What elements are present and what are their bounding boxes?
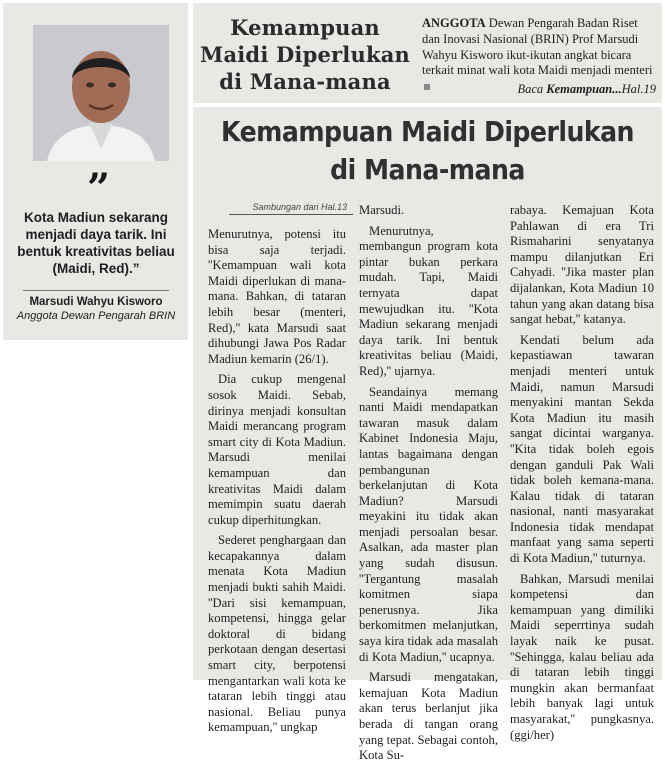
quote-mark-icon: ” [87,165,111,212]
paragraph: Marsudi mengatakan, kemajuan Kota Madiun akan terus berlanjut jika berada di tangan orang yang tepat. Sebagai contoh, Kota Su- [359,670,498,763]
paragraph: Bahkan, Marsudi menilai kompetensi dan kemampuan yang dimiliki Maidi seperrtinya sudah layak naik ke pusat. ''Sehingga, kalau beliau ada di tataran lebih tinggi mungkin akan bermanfaat lebih banyak lagi untuk masyarakat,'' pungkasnya. (ggi/her) [510,571,654,742]
paragraph: Sederet penghargaan dan kecapakannya dalam menata Kota Madiun menjadi bukti sahih Maidi. ''Dari sisi kemampuan, kompetensi, hingga gelar doktoral di bidang perkotaan dengan desertasi smart city, berpotensi mengantarkan wali kota ke tataran lebih tinggi atau nasional. Beliau punya kemampuan,'' ungkap [208,533,346,735]
teaser-title: Kemampuan Maidi Diperlukan di Mana-mana [200,15,410,94]
pull-quote: Kota Madiun sekarang menjadi daya tarik. Ini bentuk kreativitas beliau (Maidi, Red).” [17,210,175,276]
ref-label: Baca [517,82,547,96]
avatar [33,25,169,161]
article-column-1 [208,227,346,735]
teaser-lead: ANGGOTA [422,16,486,30]
quote-author: Marsudi Wahyu Kisworo [29,296,163,308]
ref-page: Hal.19 [621,82,656,96]
teaser-box [193,3,662,103]
continued-from: Sambungan dari Hal.13 [252,202,347,212]
divider [229,214,353,215]
article-headline: Kemampuan Maidi Diperlukan di Mana-mana [221,115,634,186]
teaser-body: Dewan Pengarah Badan Riset dan Inovasi Nasional (BRIN) Prof Marsudi Wahyu Kisworo ikut-ikutan angkat bicara terkait minat wali kota Maidi menjadi menteri [422,16,653,78]
teaser-reference [422,82,656,97]
paragraph: Marsudi. [359,203,405,217]
paragraph: Menurutnya, membangun program kota pintar bukan perkara mudah. Tapi, Maidi ternyata dapat mewujudkan itu. ''Kota Madiun sekarang menjadi daya tarik. Ini bentuk kreativitas beliau (Maidi, Red),'' ujarnya. [359,223,498,378]
paragraph: Seandainya memang nanti Maidi mendapatkan tawaran masuk dalam Kabinet Indonesia Maju, lantas bagaimana dengan pembangunan berkelanjutan di Kota Madiun? Marsudi meyakini itu tidak akan menjadi persoalan besar. Asalkan, ada master plan yang sudah disusun. ''Tergantung masalah komitmen siapa penerusnya. Jika berkomitmen melanjutkan, saya kira tidak ada masalah di Kota Madiun,'' ucapnya. [359,384,498,664]
paragraph: Dia cukup mengenal sosok Maidi. Sebab, dirinya menjadi konsultan Maidi merancang program smart city di Kota Madiun. Marsudi menilai kemampuan dan kreativitas Maidi dalam memimpin suatu daerah cukup diperhitungkan. [208,372,346,527]
article-column-3 [510,203,654,742]
quote-panel [3,3,188,340]
quote-author-role: Anggota Dewan Pengarah BRIN [16,310,176,322]
portrait-photo [33,25,169,161]
paragraph: Kendati belum ada kepastiawan tawaran menjadi menteri untuk Maidi, namun Marsudi menyakini mantan Sekda Kota Madiun itu masih sangat dicintai warganya. ''Kita tidak boleh egois dengan ganduli Pak Wali tidak boleh kemana-mana. Kalau tidak di tataran nasional, nanti masyarakat Indonesia tidak mendapat manfaat yang sama seperti di Kota Madiun,'' tuturnya. [510,332,654,566]
ref-title: Kemampuan... [546,82,622,96]
article-column-2 [359,203,498,763]
paragraph: Menurutnya, potensi itu bisa saja terjadi. ''Kemampuan wali kota Maidi diperlukan di mana-mana. Bahkan, di tataran lebih besar (menteri, Red),'' kata Marsudi saat dihubungi Jawa Pos Radar Madiun kemarin (26/1). [208,227,346,366]
paragraph: rabaya. Kemajuan Kota Pahlawan di era Tri Rismaharini senyatanya mampu dilanjutkan Eri Cahyadi. ''Jika master plan dijalankan, Kota Madiun 10 tahun yang akan datang bisa sangat hebat,'' katanya. [510,203,654,327]
article [193,107,662,763]
divider [23,290,169,291]
